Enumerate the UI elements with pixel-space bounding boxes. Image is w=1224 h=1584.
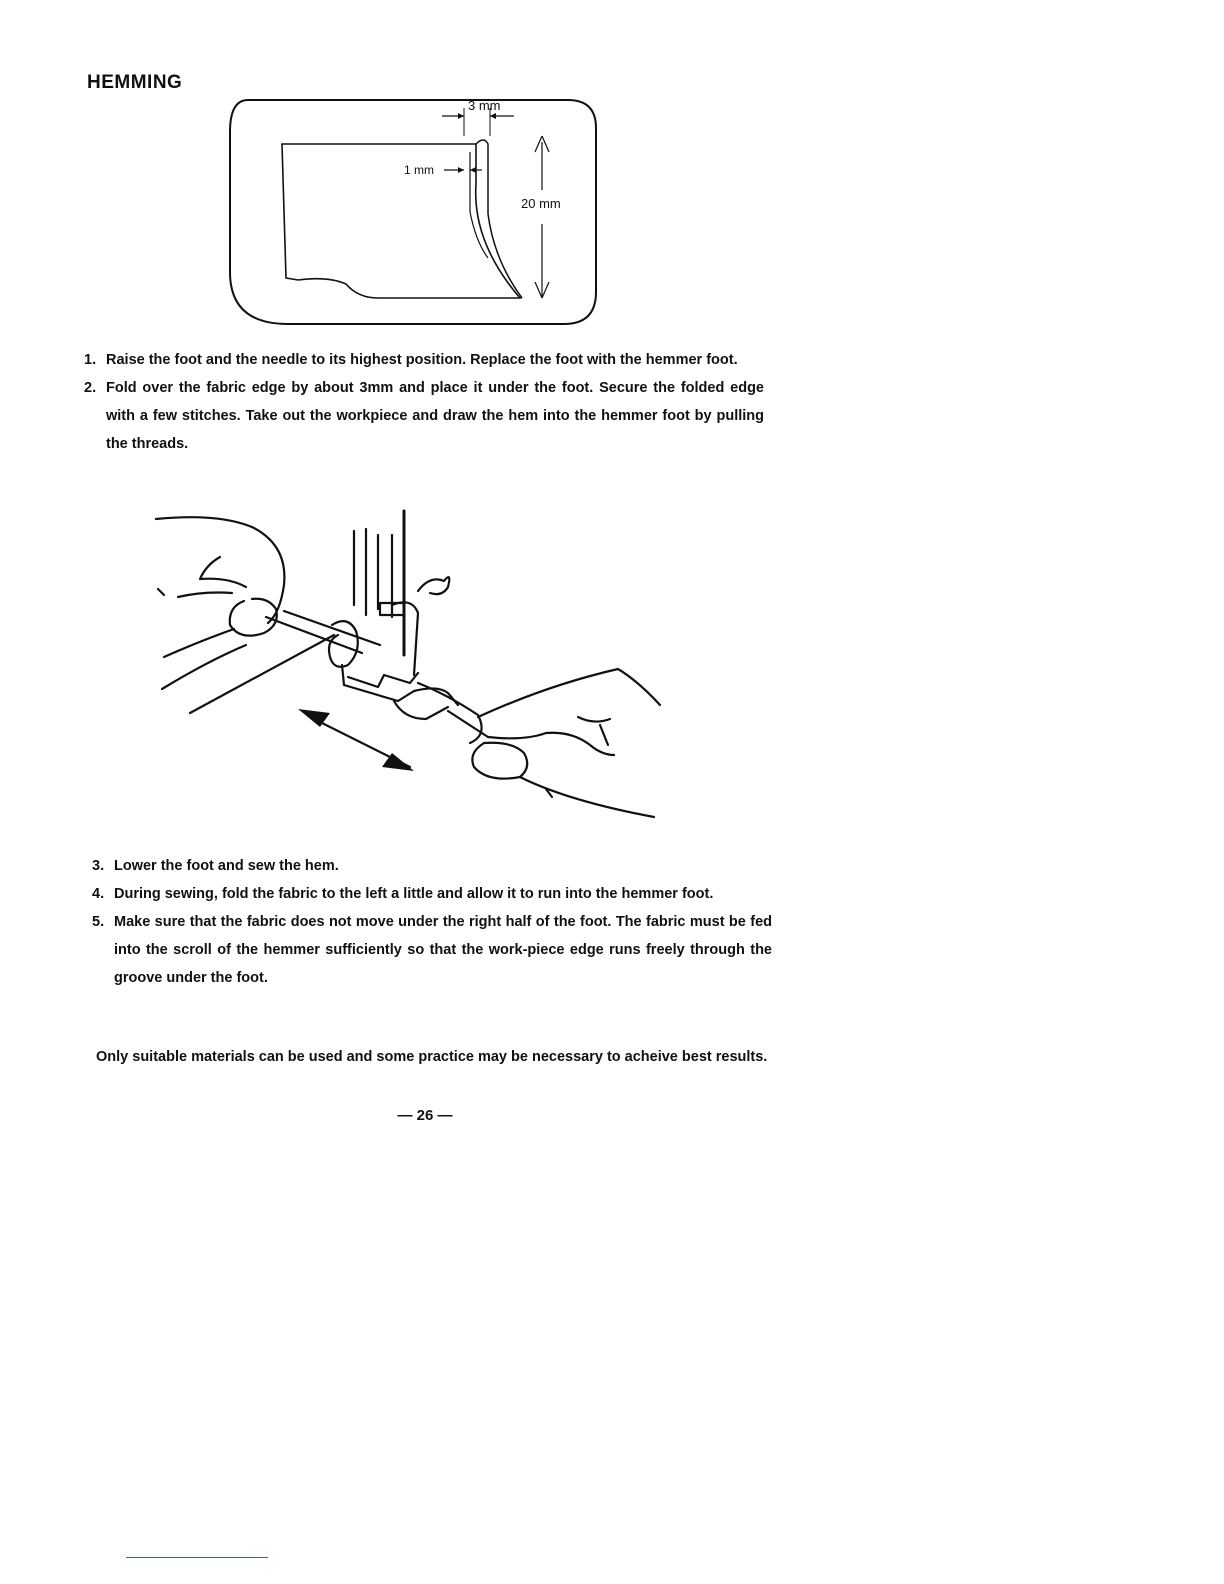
page-number: — 26 —: [397, 1107, 453, 1124]
label-20mm: 20 mm: [521, 196, 561, 211]
step-text: Fold over the fabric edge by about 3mm and place it under the foot. Secure the folded edge with a few stitches. Take out the workpiece and draw the hem into the hemmer foot by pulling the threads.: [106, 380, 764, 452]
list-item: [92, 852, 772, 880]
steps-before-list: [84, 346, 764, 458]
label-1mm: 1 mm: [404, 163, 434, 177]
label-3mm: 3 mm: [468, 98, 501, 113]
page-title: HEMMING: [87, 72, 183, 93]
step-number: 5.: [92, 914, 105, 930]
closing-note: Only suitable materials can be used and some practice may be necessary to acheive best results.: [96, 1049, 768, 1065]
step-number: 1.: [84, 352, 97, 368]
step-text: Lower the foot and sew the hem.: [114, 858, 339, 874]
list-item: [84, 374, 764, 458]
step-number: 4.: [92, 886, 105, 902]
step-number: 2.: [84, 380, 97, 396]
footer-rule: [126, 1557, 268, 1558]
step-text: During sewing, fold the fabric to the left a little and allow it to run into the hemmer foot.: [114, 886, 714, 902]
steps-after-list: [92, 852, 772, 992]
hemmer-foot-illustration: [148, 505, 668, 835]
list-item: [92, 880, 772, 908]
list-item: [92, 908, 772, 992]
hem-dimension-diagram: [218, 92, 602, 332]
step-text: Raise the foot and the needle to its highest position. Replace the foot with the hemmer foot.: [106, 352, 738, 368]
step-number: 3.: [92, 858, 105, 874]
step-text: Make sure that the fabric does not move under the right half of the foot. The fabric must be fed into the scroll of the hemmer sufficiently so that the work-piece edge runs freely through the groove under the foot.: [114, 914, 772, 986]
list-item: [84, 346, 764, 374]
